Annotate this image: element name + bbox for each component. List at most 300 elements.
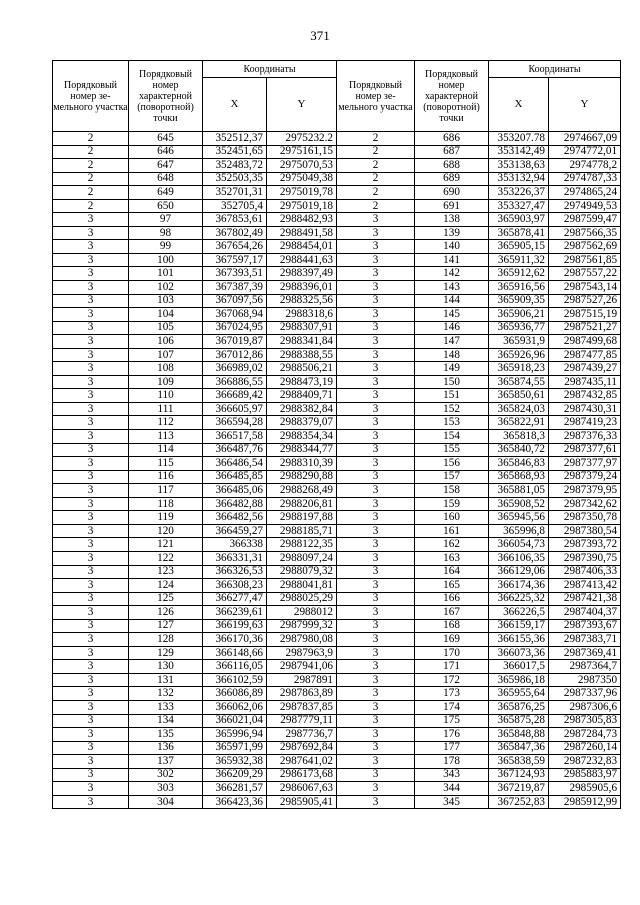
table-row	[53, 294, 621, 308]
x-cell: 367124,93	[489, 768, 549, 782]
plot-cell: 3	[337, 389, 415, 403]
y-cell: 2988396,01	[267, 281, 337, 295]
y-cell: 2988473,19	[267, 375, 337, 389]
plot-cell: 3	[337, 646, 415, 660]
y-cell: 2985905,6	[549, 782, 621, 796]
header-coords-left: Координаты	[203, 61, 337, 78]
y-cell: 2988379,07	[267, 416, 337, 430]
plot-cell: 3	[337, 457, 415, 471]
y-cell: 2988318,6	[267, 308, 337, 322]
point-cell: 157	[415, 470, 489, 484]
point-cell: 167	[415, 606, 489, 620]
y-cell: 2988307,91	[267, 321, 337, 335]
x-cell: 365876,25	[489, 700, 549, 714]
y-cell: 2987379,95	[549, 484, 621, 498]
point-cell: 174	[415, 700, 489, 714]
y-cell: 2988409,71	[267, 389, 337, 403]
x-cell: 366148,66	[203, 646, 267, 660]
plot-cell: 3	[53, 741, 129, 755]
y-cell: 2987499,68	[549, 335, 621, 349]
x-cell: 366209,29	[203, 768, 267, 782]
point-cell: 140	[415, 240, 489, 254]
table-row	[53, 132, 621, 146]
x-cell: 366159,17	[489, 619, 549, 633]
table-row	[53, 795, 621, 809]
x-cell: 365881,05	[489, 484, 549, 498]
y-cell: 2987692,84	[267, 741, 337, 755]
plot-cell: 3	[337, 484, 415, 498]
point-cell: 165	[415, 579, 489, 593]
plot-cell: 3	[53, 565, 129, 579]
plot-cell: 2	[337, 172, 415, 186]
y-cell: 2985883,97	[549, 768, 621, 782]
x-cell: 352512,37	[203, 132, 267, 146]
point-cell: 124	[129, 579, 203, 593]
y-cell: 2975019,78	[267, 186, 337, 200]
point-cell: 102	[129, 281, 203, 295]
point-cell: 138	[415, 213, 489, 227]
y-cell: 2987376,33	[549, 430, 621, 444]
point-cell: 115	[129, 457, 203, 471]
plot-cell: 3	[337, 606, 415, 620]
x-cell: 366605,97	[203, 402, 267, 416]
y-cell: 2986067,63	[267, 782, 337, 796]
x-cell: 366989,02	[203, 362, 267, 376]
x-cell: 365822,91	[489, 416, 549, 430]
x-cell: 366017,5	[489, 660, 549, 674]
x-cell: 366116,05	[203, 660, 267, 674]
x-cell: 365905,15	[489, 240, 549, 254]
point-cell: 113	[129, 430, 203, 444]
y-cell: 2988268,49	[267, 484, 337, 498]
plot-cell: 3	[53, 253, 129, 267]
plot-cell: 2	[337, 159, 415, 173]
y-cell: 2975161,15	[267, 145, 337, 159]
x-cell: 367387,39	[203, 281, 267, 295]
plot-cell: 2	[337, 132, 415, 146]
plot-cell: 3	[337, 416, 415, 430]
plot-cell: 3	[337, 524, 415, 538]
point-cell: 109	[129, 375, 203, 389]
point-cell: 122	[129, 551, 203, 565]
point-cell: 120	[129, 524, 203, 538]
table-row	[53, 375, 621, 389]
table-row	[53, 199, 621, 213]
x-cell: 367024,95	[203, 321, 267, 335]
point-cell: 114	[129, 443, 203, 457]
y-cell: 2988079,32	[267, 565, 337, 579]
point-cell: 145	[415, 308, 489, 322]
y-cell: 2986173,68	[267, 768, 337, 782]
table-row	[53, 402, 621, 416]
point-cell: 689	[415, 172, 489, 186]
x-cell: 367219,87	[489, 782, 549, 796]
x-cell: 365848,88	[489, 728, 549, 742]
point-cell: 170	[415, 646, 489, 660]
header-y-left: Y	[267, 78, 337, 132]
x-cell: 367393,51	[203, 267, 267, 281]
table-row	[53, 592, 621, 606]
plot-cell: 3	[53, 213, 129, 227]
point-cell: 128	[129, 633, 203, 647]
y-cell: 2988041,81	[267, 579, 337, 593]
point-cell: 98	[129, 226, 203, 240]
x-cell: 365868,93	[489, 470, 549, 484]
plot-cell: 3	[53, 782, 129, 796]
plot-cell: 3	[53, 606, 129, 620]
x-cell: 365916,56	[489, 281, 549, 295]
x-cell: 365903,97	[489, 213, 549, 227]
x-cell: 365838,59	[489, 755, 549, 769]
x-cell: 365911,32	[489, 253, 549, 267]
plot-cell: 3	[53, 592, 129, 606]
plot-cell: 3	[53, 335, 129, 349]
point-cell: 110	[129, 389, 203, 403]
plot-cell: 3	[337, 308, 415, 322]
y-cell: 2987999,32	[267, 619, 337, 633]
y-cell: 2987779,11	[267, 714, 337, 728]
plot-cell: 3	[337, 497, 415, 511]
x-cell: 367853,61	[203, 213, 267, 227]
y-cell: 2987393,72	[549, 538, 621, 552]
x-cell: 366689,42	[203, 389, 267, 403]
plot-cell: 3	[53, 375, 129, 389]
header-point-left: Порядковый номер характерной (поворотной) точки	[129, 61, 203, 132]
table-row	[53, 497, 621, 511]
point-cell: 155	[415, 443, 489, 457]
y-cell: 2987413,42	[549, 579, 621, 593]
x-cell: 366485,85	[203, 470, 267, 484]
x-cell: 365850,61	[489, 389, 549, 403]
plot-cell: 3	[337, 511, 415, 525]
table-row	[53, 673, 621, 687]
y-cell: 2987350,78	[549, 511, 621, 525]
point-cell: 123	[129, 565, 203, 579]
y-cell: 2975070,53	[267, 159, 337, 173]
y-cell: 2988206,81	[267, 497, 337, 511]
x-cell: 365909,35	[489, 294, 549, 308]
table-header	[53, 61, 621, 132]
plot-cell: 3	[53, 619, 129, 633]
point-cell: 125	[129, 592, 203, 606]
plot-cell: 3	[53, 511, 129, 525]
point-cell: 108	[129, 362, 203, 376]
table-row	[53, 308, 621, 322]
table-row	[53, 551, 621, 565]
plot-cell: 3	[53, 308, 129, 322]
x-cell: 366423,36	[203, 795, 267, 809]
table-row	[53, 687, 621, 701]
point-cell: 135	[129, 728, 203, 742]
plot-cell: 3	[337, 240, 415, 254]
plot-cell: 3	[53, 267, 129, 281]
point-cell: 137	[129, 755, 203, 769]
y-cell: 2987284,73	[549, 728, 621, 742]
y-cell: 2987337,96	[549, 687, 621, 701]
point-cell: 162	[415, 538, 489, 552]
plot-cell: 3	[337, 226, 415, 240]
point-cell: 153	[415, 416, 489, 430]
y-cell: 2987891	[267, 673, 337, 687]
table-row	[53, 335, 621, 349]
plot-cell: 2	[337, 199, 415, 213]
page-number: 371	[310, 28, 330, 43]
point-cell: 144	[415, 294, 489, 308]
point-cell: 688	[415, 159, 489, 173]
x-cell: 352705,4	[203, 199, 267, 213]
plot-cell: 2	[53, 145, 129, 159]
point-cell: 344	[415, 782, 489, 796]
point-cell: 101	[129, 267, 203, 281]
y-cell: 2987305,83	[549, 714, 621, 728]
point-cell: 136	[129, 741, 203, 755]
table-row	[53, 741, 621, 755]
plot-cell: 3	[53, 294, 129, 308]
y-cell: 2987736,7	[267, 728, 337, 742]
point-cell: 303	[129, 782, 203, 796]
plot-cell: 3	[53, 633, 129, 647]
y-cell: 2987390,75	[549, 551, 621, 565]
y-cell: 2988491,58	[267, 226, 337, 240]
table-row	[53, 728, 621, 742]
plot-cell: 2	[53, 132, 129, 146]
plot-cell: 3	[53, 687, 129, 701]
x-cell: 365918,23	[489, 362, 549, 376]
plot-cell: 3	[337, 795, 415, 809]
y-cell: 2987379,24	[549, 470, 621, 484]
y-cell: 2987527,26	[549, 294, 621, 308]
x-cell: 365932,38	[203, 755, 267, 769]
plot-cell: 3	[53, 484, 129, 498]
plot-cell: 2	[53, 172, 129, 186]
x-cell: 366199,63	[203, 619, 267, 633]
plot-cell: 3	[337, 633, 415, 647]
point-cell: 105	[129, 321, 203, 335]
x-cell: 365971,99	[203, 741, 267, 755]
point-cell: 117	[129, 484, 203, 498]
table-row	[53, 768, 621, 782]
x-cell: 366338	[203, 538, 267, 552]
point-cell: 97	[129, 213, 203, 227]
point-cell: 161	[415, 524, 489, 538]
x-cell: 366086,89	[203, 687, 267, 701]
point-cell: 132	[129, 687, 203, 701]
x-cell: 353226,37	[489, 186, 549, 200]
point-cell: 172	[415, 673, 489, 687]
y-cell: 2987369,41	[549, 646, 621, 660]
point-cell: 345	[415, 795, 489, 809]
x-cell: 367068,94	[203, 308, 267, 322]
point-cell: 647	[129, 159, 203, 173]
table-row	[53, 389, 621, 403]
plot-cell: 3	[337, 768, 415, 782]
x-cell: 366102,59	[203, 673, 267, 687]
plot-cell: 3	[53, 321, 129, 335]
x-cell: 352451,65	[203, 145, 267, 159]
x-cell: 353207.78	[489, 132, 549, 146]
point-cell: 100	[129, 253, 203, 267]
table-row	[53, 714, 621, 728]
plot-cell: 3	[337, 579, 415, 593]
y-cell: 2987477,85	[549, 348, 621, 362]
table-row	[53, 362, 621, 376]
y-cell: 2974667,09	[549, 132, 621, 146]
table-row	[53, 226, 621, 240]
table-row	[53, 186, 621, 200]
table-row	[53, 430, 621, 444]
y-cell: 2987232,83	[549, 755, 621, 769]
plot-cell: 3	[337, 700, 415, 714]
x-cell: 366326,53	[203, 565, 267, 579]
y-cell: 2987406,33	[549, 565, 621, 579]
y-cell: 2974787,33	[549, 172, 621, 186]
x-cell: 365846,83	[489, 457, 549, 471]
y-cell: 2987557,22	[549, 267, 621, 281]
plot-cell: 3	[53, 362, 129, 376]
point-cell: 127	[129, 619, 203, 633]
header-coords-right: Координаты	[489, 61, 621, 78]
x-cell: 366459,27	[203, 524, 267, 538]
x-cell: 365847,36	[489, 741, 549, 755]
plot-cell: 3	[53, 768, 129, 782]
plot-cell: 3	[53, 673, 129, 687]
y-cell: 2988388,55	[267, 348, 337, 362]
y-cell: 2988290,88	[267, 470, 337, 484]
x-cell: 352483,72	[203, 159, 267, 173]
point-cell: 107	[129, 348, 203, 362]
plot-cell: 2	[337, 186, 415, 200]
plot-cell: 3	[337, 335, 415, 349]
table-row	[53, 416, 621, 430]
y-cell: 2987404,37	[549, 606, 621, 620]
y-cell: 2987566,35	[549, 226, 621, 240]
y-cell: 2987641,02	[267, 755, 337, 769]
x-cell: 366277,47	[203, 592, 267, 606]
point-cell: 302	[129, 768, 203, 782]
plot-cell: 3	[337, 660, 415, 674]
x-cell: 365818,3	[489, 430, 549, 444]
y-cell: 2988012	[267, 606, 337, 620]
point-cell: 149	[415, 362, 489, 376]
plot-cell: 3	[337, 755, 415, 769]
x-cell: 353138,63	[489, 159, 549, 173]
point-cell: 173	[415, 687, 489, 701]
header-point-right: Порядковый номер характерной (поворотной) точки	[415, 61, 489, 132]
table-row	[53, 470, 621, 484]
y-cell: 2987599,47	[549, 213, 621, 227]
x-cell: 365986,18	[489, 673, 549, 687]
point-cell: 691	[415, 199, 489, 213]
point-cell: 106	[129, 335, 203, 349]
y-cell: 2975232.2	[267, 132, 337, 146]
y-cell: 2987377,97	[549, 457, 621, 471]
point-cell: 147	[415, 335, 489, 349]
point-cell: 141	[415, 253, 489, 267]
point-cell: 152	[415, 402, 489, 416]
plot-cell: 3	[53, 660, 129, 674]
y-cell: 2974778,2	[549, 159, 621, 173]
header-x-left: X	[203, 78, 267, 132]
plot-cell: 3	[53, 470, 129, 484]
plot-cell: 3	[337, 375, 415, 389]
table-row	[53, 484, 621, 498]
plot-cell: 3	[337, 362, 415, 376]
x-cell: 367654,26	[203, 240, 267, 254]
x-cell: 366486,54	[203, 457, 267, 471]
point-cell: 160	[415, 511, 489, 525]
plot-cell: 3	[53, 646, 129, 660]
x-cell: 367012,86	[203, 348, 267, 362]
x-cell: 366281,57	[203, 782, 267, 796]
plot-cell: 3	[337, 348, 415, 362]
plot-cell: 3	[53, 389, 129, 403]
point-cell: 151	[415, 389, 489, 403]
x-cell: 353142,49	[489, 145, 549, 159]
plot-cell: 3	[337, 253, 415, 267]
x-cell: 352701,31	[203, 186, 267, 200]
plot-cell: 3	[53, 416, 129, 430]
plot-cell: 3	[53, 755, 129, 769]
plot-cell: 3	[53, 430, 129, 444]
table-row	[53, 172, 621, 186]
x-cell: 365931,9	[489, 335, 549, 349]
y-cell: 2987364,7	[549, 660, 621, 674]
point-cell: 690	[415, 186, 489, 200]
table-row	[53, 281, 621, 295]
plot-cell: 3	[337, 281, 415, 295]
point-cell: 158	[415, 484, 489, 498]
x-cell: 367019,87	[203, 335, 267, 349]
x-cell: 366155,36	[489, 633, 549, 647]
table-row	[53, 443, 621, 457]
x-cell: 366517,58	[203, 430, 267, 444]
plot-cell: 3	[53, 348, 129, 362]
x-cell: 353132,94	[489, 172, 549, 186]
y-cell: 2987383,71	[549, 633, 621, 647]
table-row	[53, 524, 621, 538]
y-cell: 2988382,84	[267, 402, 337, 416]
plot-cell: 3	[337, 321, 415, 335]
y-cell: 2988325,56	[267, 294, 337, 308]
x-cell: 366170,36	[203, 633, 267, 647]
x-cell: 366062,06	[203, 700, 267, 714]
table-row	[53, 606, 621, 620]
plot-cell: 2	[53, 186, 129, 200]
plot-cell: 3	[337, 294, 415, 308]
point-cell: 134	[129, 714, 203, 728]
table-row	[53, 646, 621, 660]
point-cell: 142	[415, 267, 489, 281]
x-cell: 366308,23	[203, 579, 267, 593]
y-cell: 2985905,41	[267, 795, 337, 809]
x-cell: 366331,31	[203, 551, 267, 565]
point-cell: 130	[129, 660, 203, 674]
table-row	[53, 579, 621, 593]
x-cell: 352503,35	[203, 172, 267, 186]
table-row	[53, 145, 621, 159]
y-cell: 2975049,38	[267, 172, 337, 186]
point-cell: 118	[129, 497, 203, 511]
y-cell: 2987435,11	[549, 375, 621, 389]
point-cell: 156	[415, 457, 489, 471]
plot-cell: 3	[337, 687, 415, 701]
point-cell: 648	[129, 172, 203, 186]
point-cell: 687	[415, 145, 489, 159]
y-cell: 2987543,14	[549, 281, 621, 295]
x-cell: 365874,55	[489, 375, 549, 389]
y-cell: 2987980,08	[267, 633, 337, 647]
y-cell: 2987863,89	[267, 687, 337, 701]
